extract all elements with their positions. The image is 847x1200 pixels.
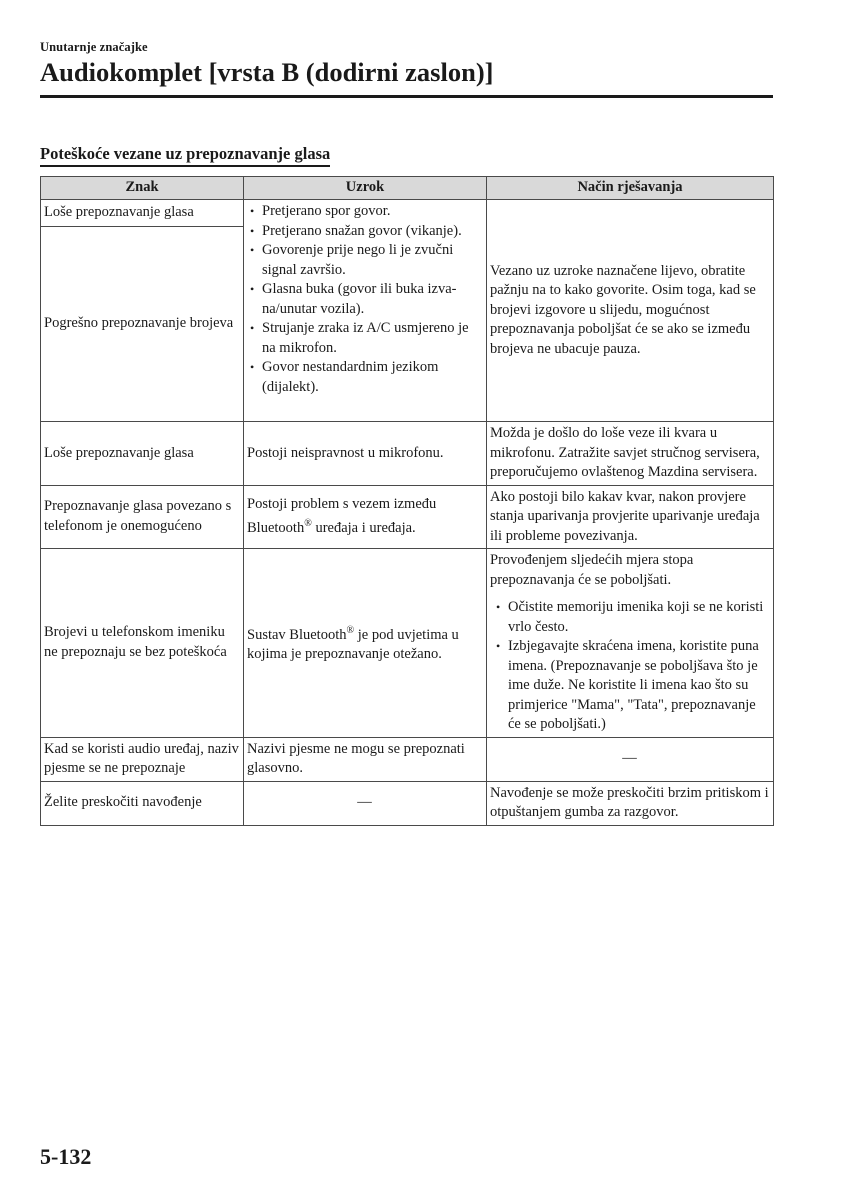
bullet-icon: • xyxy=(250,321,255,335)
table-row xyxy=(41,781,774,825)
list-item: • Izbjegavajte skraćena imena, koristite puna imena. (Prepoznavanje se poboljšava što je ime duže. Ne koristite li imena kao što su primjerice "Mama", "Tata", prepoznavanje će se poboljšati.) xyxy=(496,638,759,732)
table-row xyxy=(41,549,774,738)
page-number: 5-132 xyxy=(40,1144,92,1169)
cause-cell: — xyxy=(244,781,487,825)
table-row xyxy=(41,485,774,549)
cause-cell: Sustav Bluetooth® je pod uvjetima u kojima je prepoznavanje otežano. xyxy=(244,549,487,738)
cause-cell: Nazivi pjesme ne mogu se prepoznati glasovno. xyxy=(244,737,487,781)
solution-cell: Možda je došlo do loše veze ili kvara u mikrofonu. Zatražite savjet stručnog servisera, preporučujemo ovlaštenog Mazdina servisera. xyxy=(487,422,774,486)
title-rule xyxy=(40,95,773,98)
list-item: • Govorenje prije nego li je zvučni signal završio. xyxy=(250,242,454,278)
table-subtitle: Poteškoće vezane uz prepoznavanje glasa xyxy=(40,144,330,167)
registered-mark: ® xyxy=(304,518,312,530)
bullet-icon: • xyxy=(250,223,255,238)
page-title: Audiokomplet [vrsta B (dodirni zaslon)] xyxy=(40,57,494,87)
list-item: • Govor nestandardnim jezikom (dijalekt). xyxy=(250,359,439,395)
table-row xyxy=(41,200,774,227)
cause-cell xyxy=(244,200,487,422)
list-item: • Pretjerano snažan govor (vikanje). xyxy=(247,222,482,242)
column-header-solution: Način rješavanja xyxy=(487,177,774,200)
list-item: • Strujanje zraka iz A/C usmjereno je na mikrofon. xyxy=(250,320,469,356)
cause-cell: Postoji neispravnost u mikrofonu. xyxy=(244,422,487,486)
troubleshooting-table xyxy=(40,176,774,826)
solution-cell: Navođenje se može preskočiti brzim pritiskom i otpuštanjem gumba za razgovor. xyxy=(487,781,774,825)
list-item: • Pretjerano spor govor. xyxy=(247,202,482,222)
bullet-icon: • xyxy=(250,360,255,374)
symptom-cell: Pogrešno prepoznavanje brojeva xyxy=(41,227,244,422)
solution-cell: Vezano uz uzroke naznačene lijevo, obratite pažnju na to kako govorite. Osim toga, kad se brojevi izgovore u slijedu, mogućnost prepoznavanja poboljšat će se ako se između brojeva ne ubacuje pauza. xyxy=(487,200,774,422)
symptom-cell: Prepoznavanje glasa povezano s telefonom je onemogućeno xyxy=(41,485,244,549)
symptom-cell: Loše prepoznavanje glasa xyxy=(41,422,244,486)
bullet-icon: • xyxy=(496,600,501,614)
bullet-icon: • xyxy=(250,243,255,257)
solution-cell: — xyxy=(487,737,774,781)
table-row xyxy=(41,737,774,781)
cause-list xyxy=(247,202,482,397)
list-item: • Očistite memoriju imenika koji se ne koristi vrlo često. xyxy=(496,599,764,635)
list-item: • Glasna buka (govor ili buka izvana/unutar vozila). xyxy=(250,281,457,317)
column-header-symptom: Znak xyxy=(41,177,244,200)
cause-cell: Postoji problem s vezem između Bluetooth® uređaja i uređaja. xyxy=(244,485,487,549)
section-label: Unutarnje značajke xyxy=(40,40,148,54)
table-header-row xyxy=(41,177,774,200)
bullet-icon: • xyxy=(250,282,255,296)
column-header-cause: Uzrok xyxy=(244,177,487,200)
solution-list xyxy=(490,598,769,735)
symptom-cell: Brojevi u telefonskom imeniku ne prepoznaju se bez poteškoća xyxy=(41,549,244,738)
registered-mark: ® xyxy=(346,624,355,636)
solution-lead: Provođenjem sljedećih mjera stopa prepoznavanja će se poboljšati. xyxy=(490,552,694,588)
symptom-cell: Kad se koristi audio uređaj, naziv pjesme se ne prepoznaje xyxy=(41,737,244,781)
bullet-icon: • xyxy=(250,204,255,218)
symptom-cell: Želite preskočiti navođenje xyxy=(41,781,244,825)
solution-cell: Ako postoji bilo kakav kvar, nakon provjere stanja uparivanja provjerite uparivanje uređaja ili probleme povezivanja. xyxy=(487,485,774,549)
table-row xyxy=(41,422,774,486)
bullet-icon: • xyxy=(496,639,501,653)
solution-cell xyxy=(487,549,774,738)
symptom-cell: Loše prepoznavanje glasa xyxy=(41,200,244,227)
